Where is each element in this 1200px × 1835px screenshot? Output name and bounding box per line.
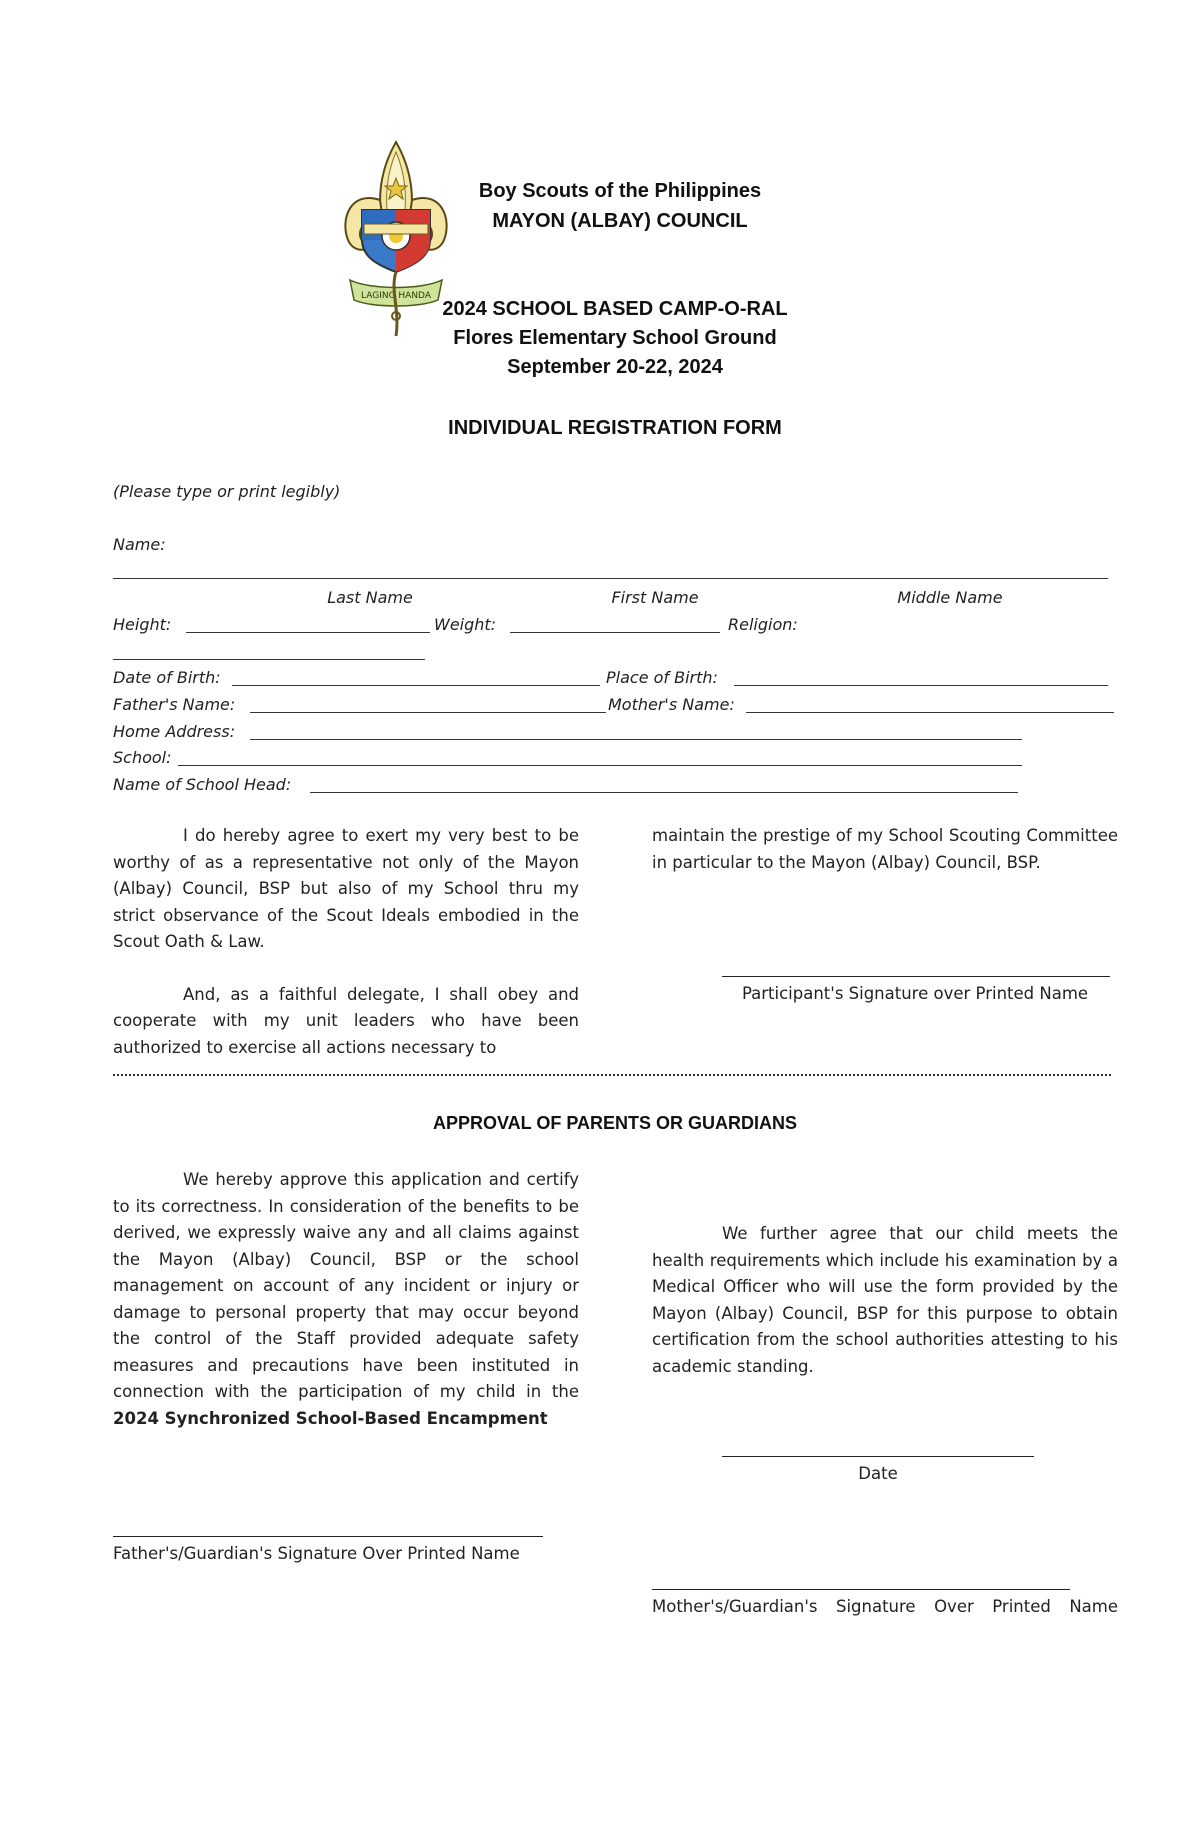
pledge-left-column	[113, 823, 579, 1061]
school-head-label: Name of School Head:	[113, 775, 292, 794]
school-field[interactable]	[178, 765, 1022, 766]
section-divider	[113, 1074, 1111, 1076]
father-guardian-signature-line[interactable]	[113, 1536, 543, 1537]
approval-left-column	[113, 1167, 579, 1432]
pledge-paragraph-3: maintain the prestige of my School Scouting Committee in particular to the Mayon (Albay) Council, BSP.	[652, 826, 1118, 872]
approval-title: APPROVAL OF PARENTS OR GUARDIANS	[432, 1113, 798, 1133]
date-caption: Date	[858, 1464, 898, 1483]
height-field[interactable]	[186, 632, 430, 633]
dob-label: Date of Birth:	[113, 668, 221, 687]
home-address-field[interactable]	[250, 739, 1022, 740]
name-sub-middle: Middle Name	[897, 588, 1003, 607]
father-guardian-signature-caption: Father's/Guardian's Signature Over Printed Name	[113, 1544, 520, 1563]
council-name: MAYON (ALBAY) COUNCIL	[492, 210, 748, 232]
approval-right-column	[652, 1221, 1118, 1380]
participant-signature-caption: Participant's Signature over Printed Name	[741, 984, 1089, 1003]
home-address-label: Home Address:	[113, 722, 236, 741]
pob-label: Place of Birth:	[606, 668, 718, 687]
name-sub-first: First Name	[611, 588, 699, 607]
mother-name-label: Mother's Name:	[608, 695, 735, 714]
pledge-paragraph-1: I do hereby agree to exert my very best to be worthy of as a representative not only of the Mayon (Albay) Council, BSP but also of my School thru my strict observance of the Scout Ideals embodied in the Scout Oath & Law.	[113, 826, 579, 951]
pledge-paragraph-2: And, as a faithful delegate, I shall obey and cooperate with my unit leaders who have been authorized to exercise all actions necessary to	[113, 984, 579, 1057]
religion-field[interactable]	[113, 659, 425, 660]
father-name-field[interactable]	[250, 712, 606, 713]
height-label: Height:	[113, 615, 172, 634]
form-title: INDIVIDUAL REGISTRATION FORM	[448, 417, 782, 439]
org-name: Boy Scouts of the Philippines	[478, 180, 762, 202]
date-line[interactable]	[722, 1456, 1034, 1457]
religion-label: Religion:	[728, 615, 798, 634]
approval-paragraph-1	[113, 1167, 579, 1432]
weight-field[interactable]	[510, 632, 720, 633]
pledge-right-column	[652, 823, 1118, 876]
approval-paragraph-2: We further agree that our child meets the health requirements which include his examination by a Medical Officer who will use the form provided by the Mayon (Albay) Council, BSP for this purpose to obtain certification from the school authorities attesting to his academic standing.	[652, 1224, 1118, 1376]
dob-field[interactable]	[232, 685, 600, 686]
event-dates: September 20-22, 2024	[507, 356, 723, 378]
name-sub-last: Last Name	[327, 588, 413, 607]
svg-text:LAGING HANDA: LAGING HANDA	[360, 291, 432, 301]
name-label: Name:	[113, 535, 166, 554]
father-name-label: Father's Name:	[113, 695, 236, 714]
participant-signature-line[interactable]	[722, 976, 1110, 977]
pob-field[interactable]	[734, 685, 1108, 686]
school-head-field[interactable]	[310, 792, 1018, 793]
event-title: 2024 SCHOOL BASED CAMP-O-RAL	[442, 298, 788, 320]
mother-guardian-signature-caption: Mother's/Guardian's Signature Over Printed Name	[652, 1597, 1118, 1616]
school-label: School:	[113, 748, 172, 767]
weight-label: Weight:	[434, 615, 497, 634]
name-field[interactable]	[113, 578, 1108, 579]
approval-paragraph-1-bold: 2024 Synchronized School-Based Encampment	[113, 1408, 548, 1428]
mother-guardian-signature-line[interactable]	[652, 1589, 1070, 1590]
approval-paragraph-1-text: We hereby approve this application and certify to its correctness. In consideration of the benefits to be derived, we expressly waive any and all claims against the Mayon (Albay) Council, BSP or the school management on account of any incident or injury or damage to personal property that may occur beyond the control of the Staff provided adequate safety measures and precautions have been instituted in connection with the participation of my child in the	[113, 1170, 579, 1401]
mother-name-field[interactable]	[746, 712, 1114, 713]
form-instruction: (Please type or print legibly)	[113, 482, 341, 501]
event-venue: Flores Elementary School Ground	[453, 327, 777, 349]
